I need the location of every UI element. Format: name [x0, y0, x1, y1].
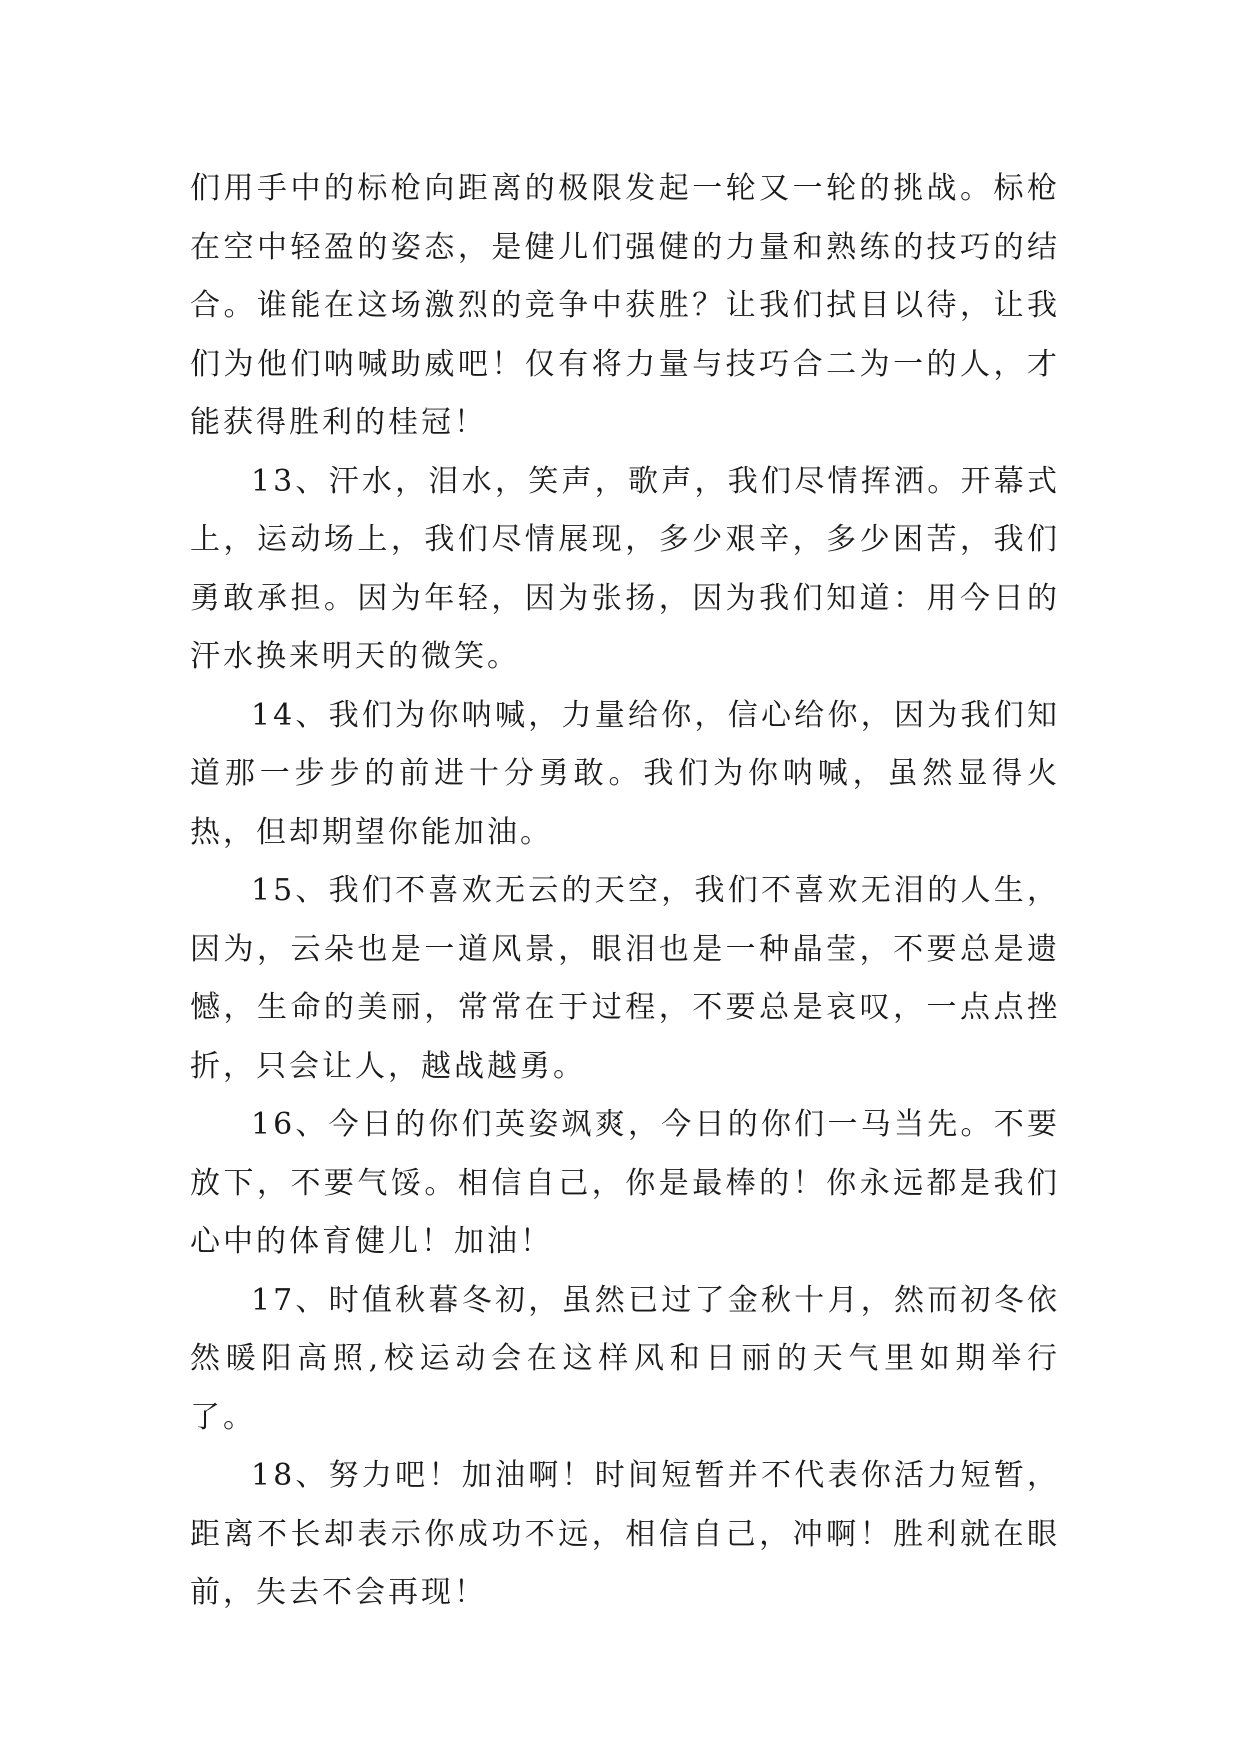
paragraph-item-16: 16、今日的你们英姿飒爽，今日的你们一马当先。不要放下，不要气馁。相信自己，你是最棒的！你永远都是我们心中的体育健儿！加油！ [190, 1107, 1060, 1259]
paragraph-continuation: 们用手中的标枪向距离的极限发起一轮又一轮的挑战。标枪在空中轻盈的姿态，是健儿们强健的力量和熟练的技巧的结合。谁能在这场激烈的竞争中获胜？让我们拭目以待，让我们为他们呐喊助威吧！仅有将力量与技巧合二为一的人，才能获得胜利的桂冠！ [190, 171, 1060, 440]
paragraph-item-17: 17、时值秋暮冬初，虽然已过了金秋十月，然而初冬依然暖阳高照,校运动会在这样风和日丽的天气里如期举行了。 [190, 1282, 1060, 1435]
paragraph-item-15: 15、我们不喜欢无云的天空，我们不喜欢无泪的人生，因为，云朵也是一道风景，眼泪也是一种晶莹，不要总是遗憾，生命的美丽，常常在于过程，不要总是哀叹，一点点挫折，只会让人，越战越勇。 [190, 873, 1060, 1084]
paragraph-item-13: 13、汗水，泪水，笑声，歌声，我们尽情挥洒。开幕式上，运动场上，我们尽情展现，多少艰辛，多少困苦，我们勇敢承担。因为年轻，因为张扬，因为我们知道：用今日的汗水换来明天的微笑。 [190, 463, 1060, 674]
document-body [190, 160, 1060, 1623]
paragraph-item-18: 18、努力吧！加油啊！时间短暂并不代表你活力短暂，距离不长却表示你成功不远，相信自己，冲啊！胜利就在眼前，失去不会再现！ [190, 1458, 1060, 1610]
paragraph-item-14: 14、我们为你呐喊，力量给你，信心给你，因为我们知道那一步步的前进十分勇敢。我们为你呐喊，虽然显得火热，但却期望你能加油。 [190, 697, 1060, 850]
